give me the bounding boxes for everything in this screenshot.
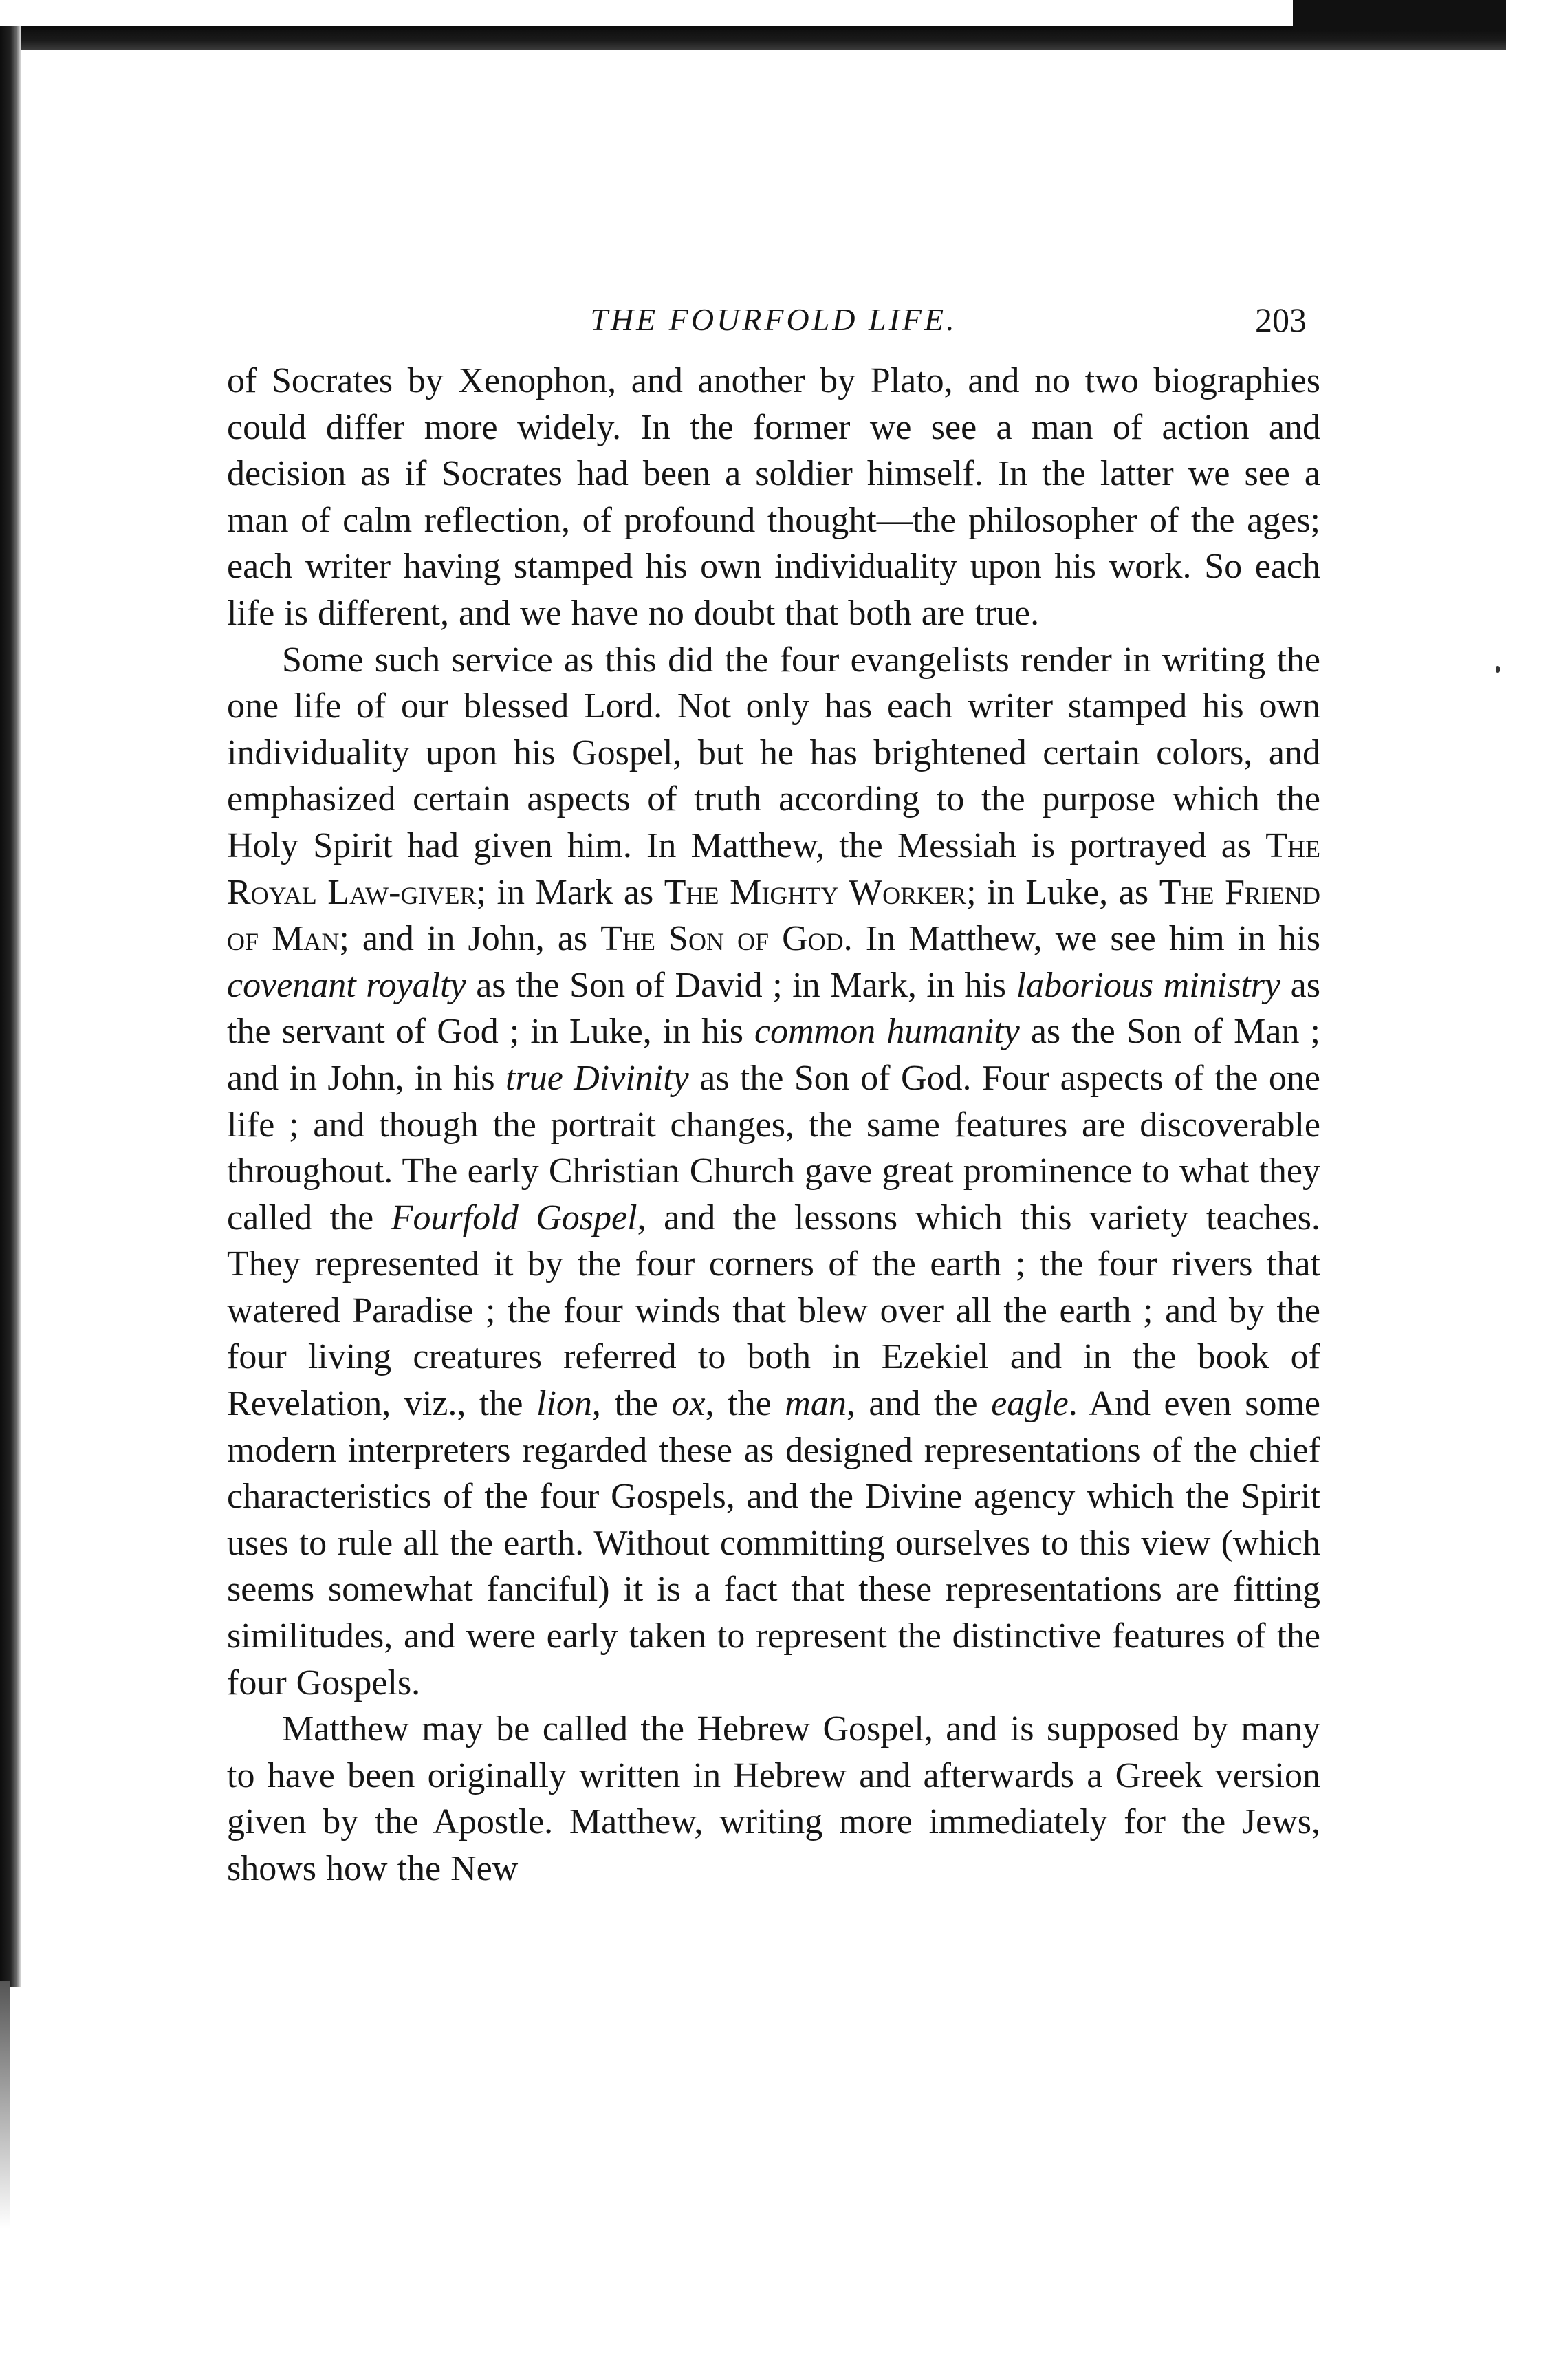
title-son-of-god: The Son of God	[600, 919, 844, 959]
emphasis-ox: ox	[671, 1384, 706, 1424]
text-run: , and the	[846, 1384, 992, 1424]
page-number: 203	[1255, 301, 1307, 339]
text-run: Matthew may be called the Hebrew Gospel, and is supposed by many to have been originally written in Hebrew and afterwards a Greek version given by the Apostle. Matthew, writing more immediately for the Jews, shows how the New	[227, 1709, 1320, 1888]
title-royal-law-giver: The Royal Law-giver	[227, 825, 1320, 912]
scan-left-edge	[0, 26, 21, 1987]
title-mighty-worker: The Mighty Worker	[664, 872, 967, 912]
book-page	[227, 296, 1320, 1892]
text-run: . And even some modern interpreters regarded these as designed representations of the chief characteristics of the four Gospels, and the Divine agency which the Spirit uses to rule all the earth. Without committing ourselves to this view (which seems somewhat fanciful) it is a fact that these representations are fitting similitudes, and were early taken to represent the distinctive features of the four Gospels.	[227, 1384, 1321, 1702]
emphasis-lion: lion	[536, 1384, 592, 1424]
emphasis-man: man	[785, 1384, 847, 1424]
text-run: Some such service as this did the four evangelists render in writing the one life of our blessed Lord. Not only has each writer stamped his own individuality upon his Gospel, but he has brightened certain colors, and emphasized certain aspects of truth according to the purpose which the Holy Spirit had given him. In Matthew, the Messiah is portrayed as	[227, 640, 1320, 865]
paragraph-3	[227, 1706, 1320, 1892]
text-run: as the Son of God. Four aspects of the one life ; and though the portrait changes, the same features are discoverable throughout. The early Christian Church gave great prominence to what they called the	[227, 1058, 1320, 1237]
text-run: , the	[705, 1384, 785, 1424]
scan-top-edge	[0, 26, 1506, 50]
title-friend-of-man: The Friend of Man	[227, 872, 1320, 959]
scan-left-edge-fade	[0, 1981, 10, 2229]
emphasis-eagle: eagle	[991, 1384, 1069, 1424]
emphasis-common-humanity: common humanity	[754, 1012, 1020, 1052]
running-title: THE FOURFOLD LIFE.	[590, 302, 957, 337]
paragraph-1	[227, 358, 1320, 637]
emphasis-fourfold-gospel: Fourfold Gospel	[391, 1198, 637, 1237]
emphasis-true-divinity: true Divinity	[505, 1058, 689, 1098]
text-run: ; in Mark as	[476, 872, 664, 912]
body-text	[227, 358, 1320, 1892]
text-run: of Socrates by Xenophon, and another by Plato, and no two biographies could differ more widely. In the former we see a man of action and decision as if Socrates had been a soldier himself. In the latter we see a man of calm reflection, of profound thought—the philosopher of the ages; each writer having stamped his own individuality upon his work. So each life is different, and we have no doubt that both are true.	[227, 361, 1320, 633]
text-run: ; and in John, as	[339, 919, 601, 959]
emphasis-covenant-royalty: covenant royalty	[227, 965, 466, 1005]
text-run: as the servant of God ; in Luke, in his	[227, 965, 1320, 1052]
text-run: , the	[591, 1384, 672, 1424]
text-run: , and the lessons which this variety teaches. They represented it by the four corners of the earth ; the four rivers that watered Paradise ; the four winds that blew over all the earth ; and by the four living creatures referred to both in Ezekiel and in the book of Revelation, viz., the	[227, 1198, 1320, 1424]
text-run: ; in Luke, as	[966, 872, 1159, 912]
running-head	[227, 296, 1320, 358]
emphasis-laborious-ministry: laborious ministry	[1016, 965, 1281, 1005]
paragraph-2	[227, 637, 1320, 1707]
text-run: as the Son of David ; in Mark, in his	[466, 965, 1016, 1005]
text-run: as the Son of Man ; and in John, in his	[227, 1012, 1320, 1098]
scan-top-edge-dark	[1293, 0, 1506, 30]
text-run: . In Matthew, we see him in his	[843, 919, 1320, 959]
scan-speck	[1496, 666, 1500, 673]
